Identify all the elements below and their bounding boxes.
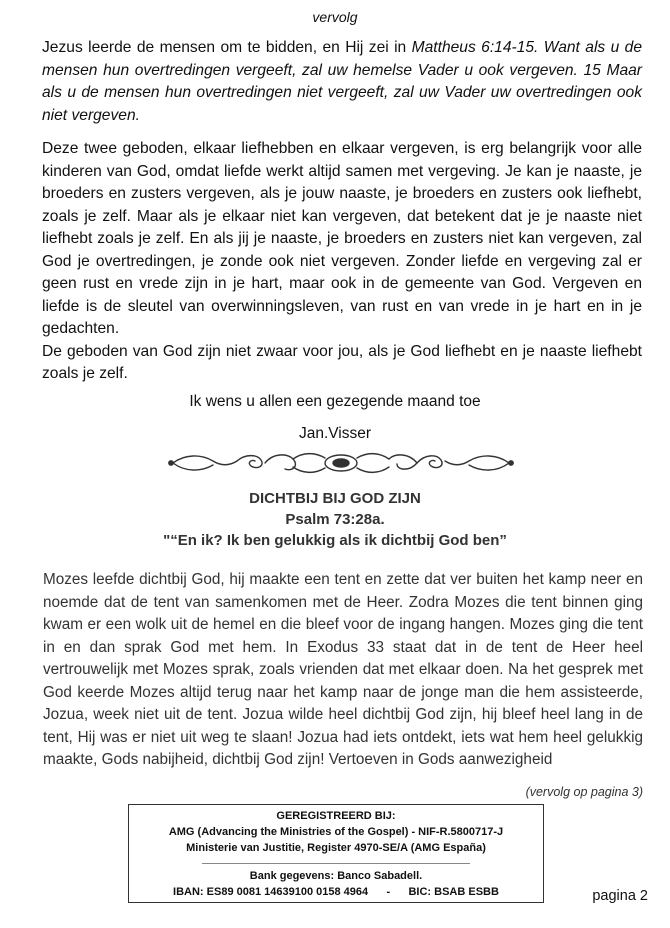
registration-box — [128, 804, 544, 903]
registration-divider — [202, 863, 470, 864]
registration-line2: Ministerie van Justitie, Register 4970-SE/A (AMG España) — [186, 842, 486, 854]
page-number: pagina 2 — [592, 888, 648, 904]
bible-quote: Mattheus 6:14-15. Want als u de mensen hun overtredingen vergeeft, zal uw hemelse Vader u ook vergeven. 15 Maar als u de mensen hun overtredingen niet vergeeft, zal uw Vader uw overtredingen ook niet vergeven. — [42, 39, 642, 124]
section-title: DICHTBIJ BIJ GOD ZIJN — [249, 490, 421, 507]
registration-title: GEREGISTREERD BIJ: — [276, 810, 396, 822]
registration-line1: AMG (Advancing the Ministries of the Gospel) - NIF-R.5800717-J — [168, 826, 504, 838]
signature: Jan.Visser — [298, 425, 372, 442]
iban-details: IBAN: ES89 0081 14639100 0158 4964 - BIC: BSAB ESBB — [173, 886, 499, 898]
continued-note: (vervolg op pagina 3) — [525, 785, 643, 799]
intro-text: Jezus leerde de mensen om te bidden, en Hij zei in — [42, 39, 412, 56]
body-closing: De geboden van God zijn niet zwaar voor jou, als je God liefhebt en je naaste liefhebt zoals je zelf. — [42, 342, 642, 382]
ornamental-flourish-icon — [165, 448, 517, 478]
intro-paragraph — [42, 37, 642, 127]
greeting: Ik wens u allen een gezegende maand toe — [189, 393, 481, 410]
section-reference: Psalm 73:28a. — [285, 511, 385, 528]
bank-details: Bank gegevens: Banco Sabadell. — [249, 870, 423, 882]
body-paragraph — [42, 138, 642, 386]
section-quote: "“En ik? Ik ben gelukkig als ik dichtbij God ben” — [163, 532, 507, 549]
continued-label: vervolg — [312, 9, 358, 25]
body-text: Deze twee geboden, elkaar liefhebben en elkaar vergeven, is erg belangrijk voor alle kinderen van God, omdat liefde werkt altijd samen met vergeving. Je kan je naaste, je broeders en zusters vergeven, als je jouw naaste, je broeders en zusters ook liefhebt, zoals je zelf. Maar als je elkaar niet kan vergeven, dat betekent dat je je naaste niet liefhebt zoals je zelf. En als jij je naaste, je broeders en zusters niet kan vergeven, zal God je overtredingen, je zonde ook niet vergeven. Zonder liefde en vergeving zal er geen rust en vrede zijn in je hart, maar ook in de gemeente van God. Vergeven en liefde is de sleutel van overwinningsleven, van rust en van vrede in je hart en in je gedachten. — [42, 140, 642, 337]
section-text: Mozes leefde dichtbij God, hij maakte een tent en zette dat ver buiten het kamp neer en noemde dat de tent van samenkomen met de Heer. Zodra Mozes die tent binnen ging kwam er een wolk uit de hemel en die bleef voor de ingang hangen. Mozes ging die tent in en dan sprak God met hem. In Exodus 33 staat dat in de tent de Heer heel vertrouwelijk met Mozes sprak, zoals vrienden dat met elkaar doen. Na het gesprek met God keerde Mozes altijd terug naar het kamp naar de jonge man die hem assisteerde, Jozua, week niet uit de tent. Jozua wilde heel dichtbij God zijn, hij bleef heel lang in de tent, Hij was er niet uit weg te slaan! Jozua had iets ontdekt, iets wat hem heel gelukkig maakte, Gods nabijheid, dichtbij God zijn! Vertoeven in Gods aanwezigheid — [43, 571, 643, 768]
